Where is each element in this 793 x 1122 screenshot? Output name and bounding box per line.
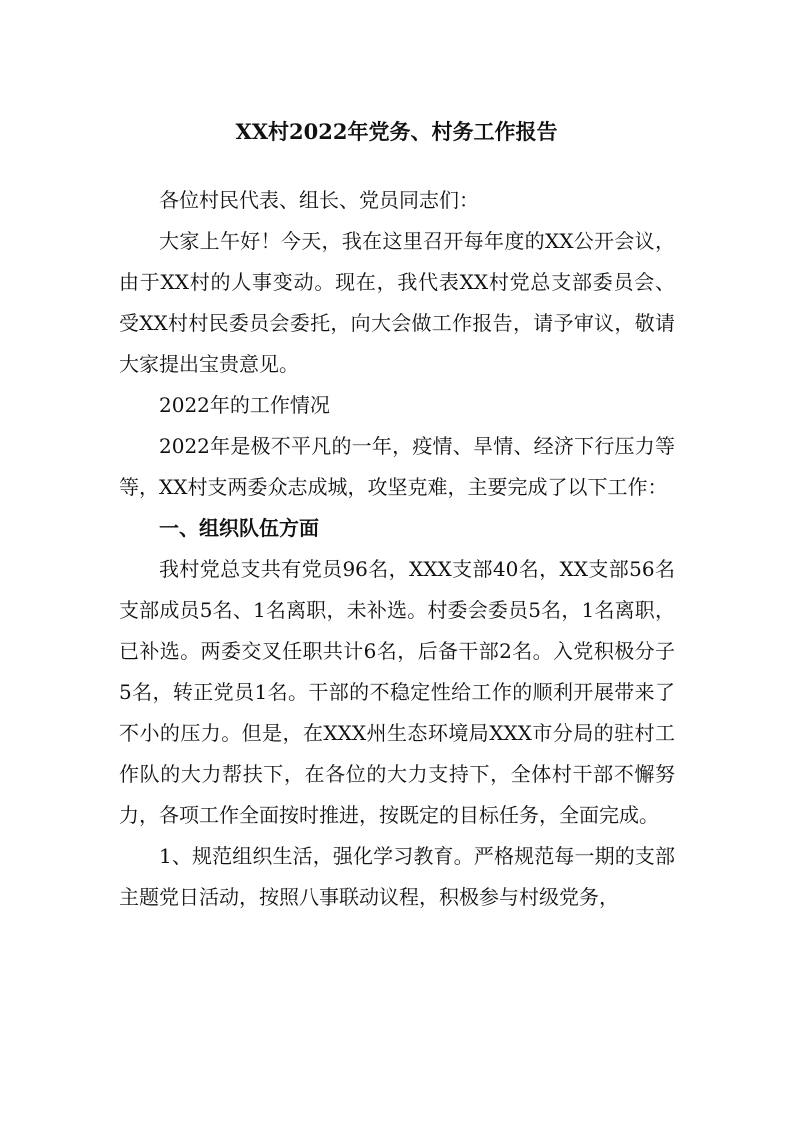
salutation-paragraph: 各位村民代表、组长、党员同志们：: [159, 188, 479, 212]
section-heading: 一、组织队伍方面: [159, 516, 319, 540]
organization-paragraph: 我村党总支共有党员96名，XXX支部40名，XX支部56名支部成员5名、1名离职，未补选。村委会委员5名，1名离职，已补选。两委交叉任职共计6名，后备干部2名。入党积极分子5名，转正党员1名。干部的不稳定性给工作的顺利开展带来了不小的压力。但是，在XXX州生态环境局XXX市分局的驻村工作队的大力帮扶下，在各位的大力支持下，全体村干部不懈努力，各项工作全面按时推进，按既定的目标任务，全面完成。: [119, 557, 675, 827]
summary-paragraph: 2022年是极不平凡的一年，疫情、旱情、经济下行压力等等，XX村支两委众志成城，攻坚克难，主要完成了以下工作：: [119, 434, 675, 499]
opening-paragraph: 大家上午好！今天，我在这里召开每年度的XX公开会议，由于XX村的人事变动。现在，我代表XX村党总支部委员会、受XX村村民委员会委托，向大会做工作报告，请予审议，敬请大家提出宝贵意见。: [119, 229, 675, 376]
document-title: XX村2022年党务、村务工作报告: [235, 119, 558, 144]
list-item-paragraph: 1、规范组织生活，强化学习教育。严格规范每一期的支部主题党日活动，按照八事联动议程，积极参与村级党务，: [119, 844, 675, 909]
section-label-paragraph: 2022年的工作情况: [159, 393, 330, 417]
document-body: [119, 180, 675, 918]
